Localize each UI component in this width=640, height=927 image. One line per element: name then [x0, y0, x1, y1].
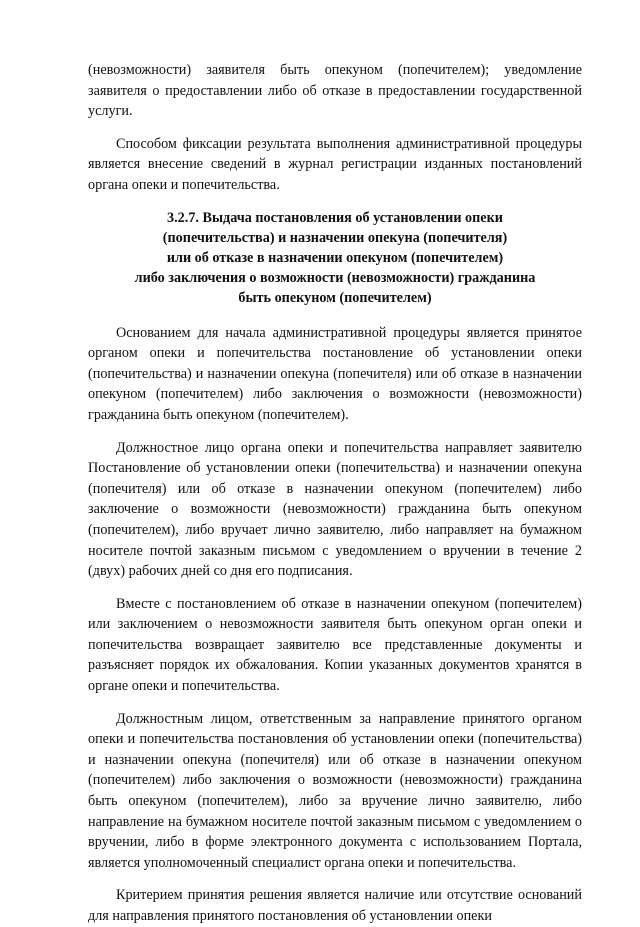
paragraph-gap: [88, 122, 582, 134]
paragraph-gap: [88, 582, 582, 594]
section-heading: [88, 208, 582, 309]
paragraph-result-fixation: Способом фиксации результата выполнения административной процедуры является внесение сведений в журнал регистрации изданных постановлений органа опеки и попечительства.: [88, 135, 582, 193]
section-heading-line-2: (попечительства) и назначении опекуна (попечителя): [162, 229, 508, 246]
section-heading-line-3: или об отказе в назначении опекуном (попечителем): [166, 249, 504, 266]
paragraph-gap: [88, 697, 582, 709]
paragraph-decision-criterion: Критерием принятия решения является наличие или отсутствие оснований для направления принятого постановления об установлении опеки: [88, 887, 582, 925]
paragraph-gap: [88, 873, 582, 885]
paragraph-responsible-official: Должностным лицом, ответственным за направление принятого органом опеки и попечительства постановления об установлении опеки (попечительства) и назначении опекуна (попечителя) или об отказе в назначении опекуном (попечителем) либо заключения о возможности (невозможности) гражданина быть опекуном (попечителем), либо за вручение лично заявителю, либо направление на бумажном носителе почтой заказным письмом с уведомлением о вручении, либо в форме электронного документа с использованием Портала, является уполномоченный специалист органа опеки и попечительства.: [88, 710, 582, 871]
section-heading-line-1: 3.2.7. Выдача постановления об установлении опеки: [167, 209, 503, 226]
section-heading-line-4: либо заключения о возможности (невозможности) гражданина: [134, 270, 536, 287]
paragraph-official-sends: Должностное лицо органа опеки и попечительства направляет заявителю Постановление об установлении опеки (попечительства) и назначении опекуна (попечителя) или об отказе в назначении опекуном (попечителем) либо заключение о возможности (невозможности) гражданина быть опекуном (попечителем), либо вручает лично заявителю, либо направляет на бумажном носителе почтой заказным письмом с уведомлением о вручении в течение 2 (двух) рабочих дней со дня его подписания.: [88, 439, 582, 580]
paragraph-continuation: (невозможности) заявителя быть опекуном (попечителем); уведомление заявителя о предоставлении либо об отказе в предоставлении государственной услуги.: [88, 62, 582, 120]
paragraph-return-documents: Вместе с постановлением об отказе в назначении опекуном (попечителем) или заключением о невозможности заявителя быть опекуном орган опеки и попечительства возвращает заявителю все представленные документы и разъясняет порядок их обжалования. Копии указанных документов хранятся в органе опеки и попечительства.: [88, 595, 582, 695]
section-heading-line-5: быть опекуном (попечителем): [238, 290, 432, 307]
paragraph-basis: Основанием для начала административной процедуры является принятое органом опеки и попечительства постановление об установлении опеки (попечительства) и назначении опекуна (попечителя) или об отказе в назначении опекуном (попечителем) либо заключения о возможности (невозможности) гражданина быть опекуном (попечителем).: [88, 324, 582, 423]
paragraph-gap: [88, 426, 582, 438]
